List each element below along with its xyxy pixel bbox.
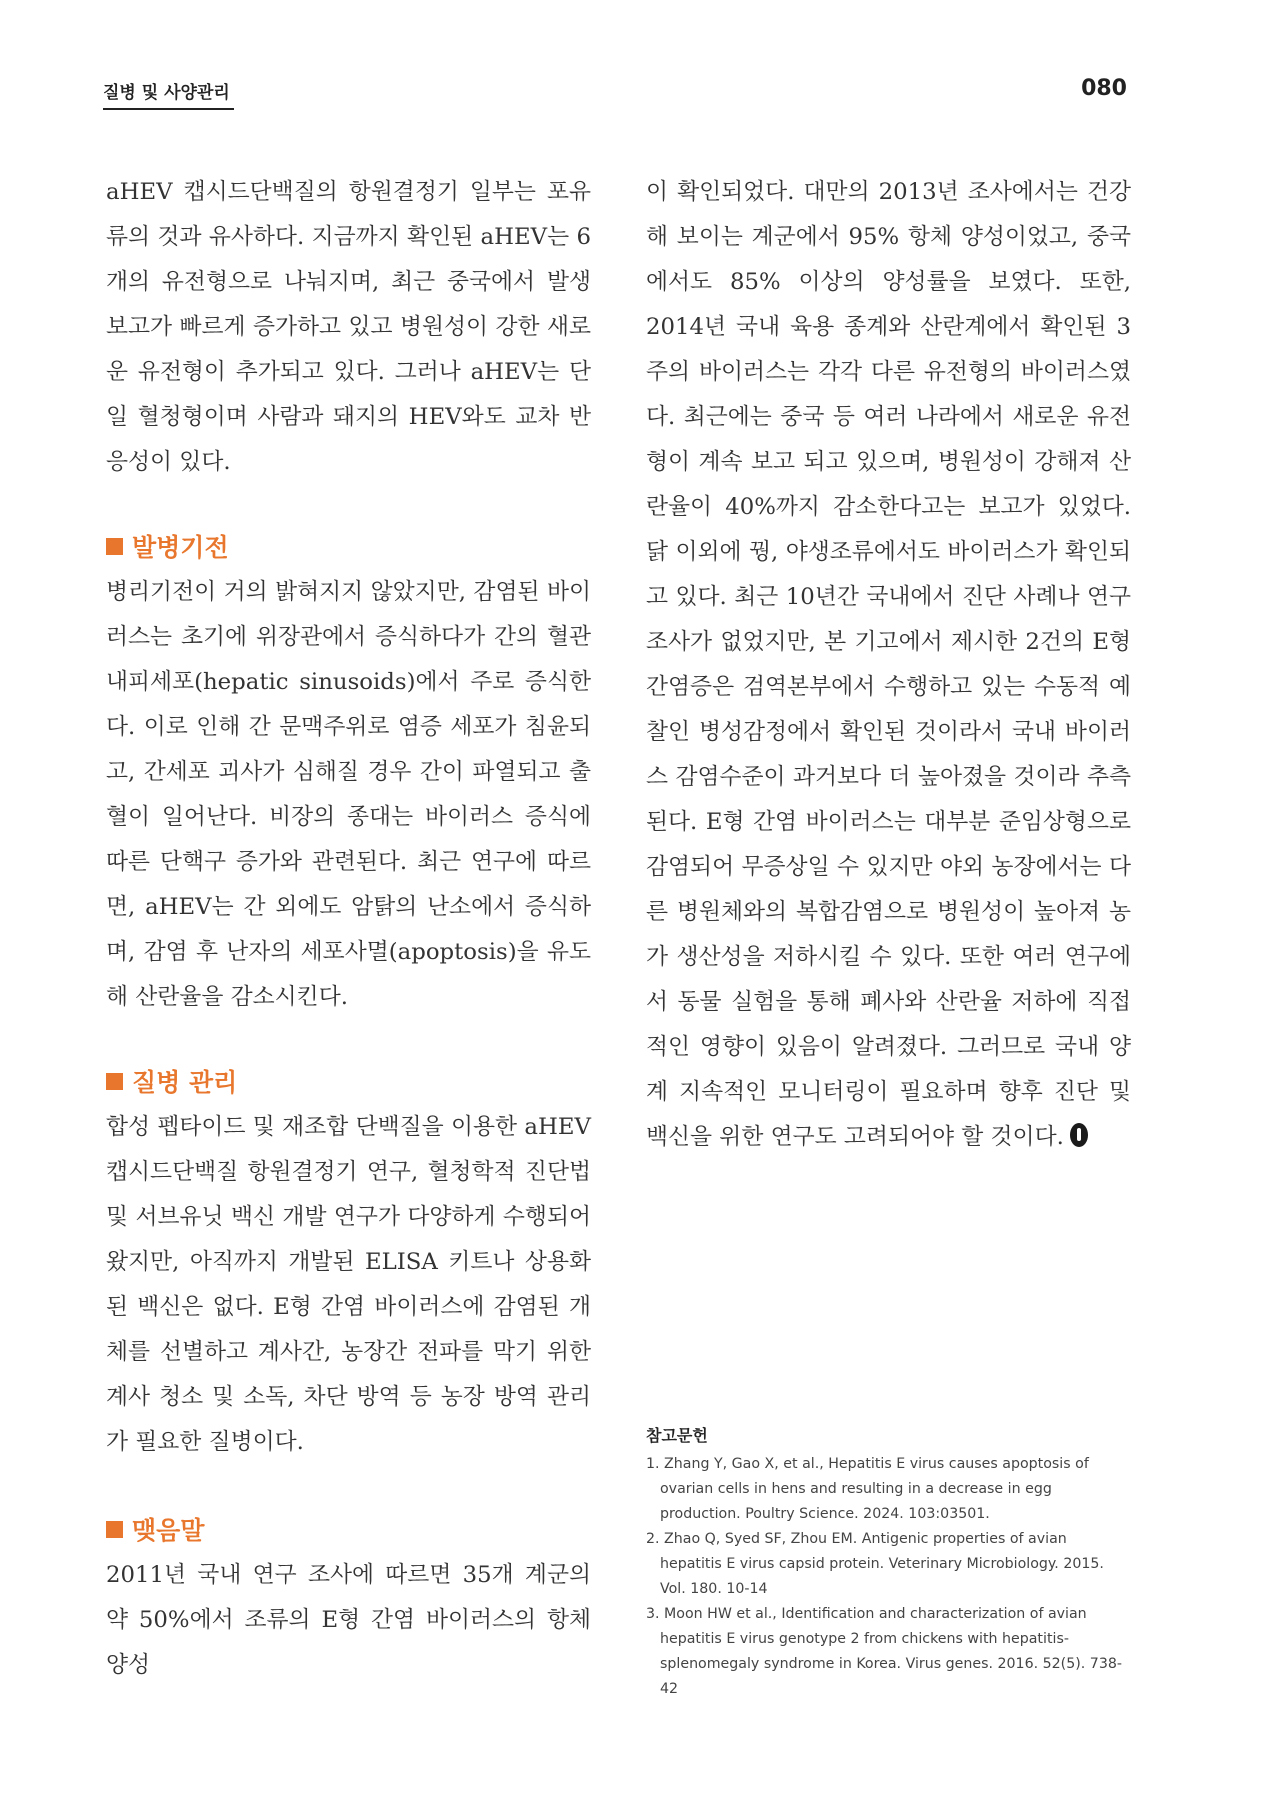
references [646,1423,1131,1702]
page-number: 080 [1081,76,1127,101]
reference-item: 3. Moon HW et al., Identification and characterization of avian hepatitis E virus genotype 2 from chickens with hepatitis-splenomegaly syndrome in Korea. Virus genes. 2016. 52(5). 738-42 [646,1606,1122,1697]
end-mark-icon [1070,1123,1088,1147]
heading-text: 맺음말 [132,1516,205,1545]
left-column [106,170,591,1688]
section-category: 질병 및 사양관리 [103,83,230,103]
heading-pathogenesis [106,525,591,570]
reference-item: 2. Zhao Q, Syed SF, Zhou EM. Antigenic properties of avian hepatitis E virus capsid protein. Veterinary Microbiology. 2015. Vol. 180. 10-14 [646,1531,1104,1597]
conclusion-continued-text: 이 확인되었다. 대만의 2013년 조사에서는 건강해 보이는 계군에서 95% 항체 양성이었고, 중국에서도 85% 이상의 양성률을 보였다. 또한, 2014년 국내 육용 종계와 산란계에서 확인된 3주의 바이러스는 각각 다른 유전형의 바이러스였다. 최근에는 중국 등 여러 나라에서 새로운 유전형이 계속 보고 되고 있으며, 병원성이 강해져 산란율이 40%까지 감소한다고는 보고가 있었다. 닭 이외에 꿩, 야생조류에서도 바이러스가 확인되고 있다. 최근 10년간 국내에서 진단 사례나 연구 조사가 없었지만, 본 기고에서 제시한 2건의 E형 간염증은 검역본부에서 수행하고 있는 수동적 예찰인 병성감정에서 확인된 것이라서 국내 바이러스 감염수준이 과거보다 더 높아졌을 것이라 추측된다. E형 간염 바이러스는 대부분 준임상형으로 감염되어 무증상일 수 있지만 야외 농장에서는 다른 병원체와의 복합감염으로 병원성이 높아져 농가 생산성을 저하시킬 수 있다. 또한 여러 연구에서 동물 실험을 통해 폐사와 산란율 저하에 직접적인 영향이 있음이 알려졌다. 그러므로 국내 양계 지속적인 모니터링이 필요하며 향후 진단 및 백신을 위한 연구도 고려되어야 할 것이다. [646,179,1131,1150]
reference-item: 1. Zhang Y, Gao X, et al., Hepatitis E virus causes apoptosis of ovarian cells in hens and resulting in a decrease in egg production. Poultry Science. 2024. 103:03501. [646,1456,1089,1522]
bullet-square-icon [106,538,123,555]
management-paragraph: 합성 펩타이드 및 재조합 단백질을 이용한 aHEV 캡시드단백질 항원결정기 연구, 혈청학적 진단법 및 서브유닛 백신 개발 연구가 다양하게 수행되어 왔지만, 아직까지 개발된 ELISA 키트나 상용화된 백신은 없다. E형 간염 바이러스에 감염된 개체를 선별하고 계사간, 농장간 전파를 막기 위한 계사 청소 및 소독, 차단 방역 등 농장 방역 관리가 필요한 질병이다. [106,1114,591,1455]
intro-paragraph: aHEV 캡시드단백질의 항원결정기 일부는 포유류의 것과 유사하다. 지금까지 확인된 aHEV는 6개의 유전형으로 나눠지며, 최근 중국에서 발생 보고가 빠르게 증가하고 있고 병원성이 강한 새로운 유전형이 추가되고 있다. 그러나 aHEV는 단일 혈청형이며 사람과 돼지의 HEV와도 교차 반응성이 있다. [106,179,591,475]
heading-text: 질병 관리 [132,1068,238,1097]
heading-disease-management [106,1060,591,1105]
right-column [646,170,1131,1160]
heading-conclusion [106,1508,591,1553]
bullet-square-icon [106,1073,123,1090]
conclusion-continued-paragraph [646,170,1131,1160]
header-underline [103,108,234,110]
heading-text: 발병기전 [132,533,229,562]
pathogenesis-paragraph: 병리기전이 거의 밝혀지지 않았지만, 감염된 바이러스는 초기에 위장관에서 증식하다가 간의 혈관 내피세포(hepatic sinusoids)에서 주로 증식한다. 이로 인해 간 문맥주위로 염증 세포가 침윤되고, 간세포 괴사가 심해질 경우 간이 파열되고 출혈이 일어난다. 비장의 종대는 바이러스 증식에 따른 단핵구 증가와 관련된다. 최근 연구에 따르면, aHEV는 간 외에도 암탉의 난소에서 증식하며, 감염 후 난자의 세포사멸(apoptosis)을 유도해 산란율을 감소시킨다. [106,579,591,1010]
references-title: 참고문헌 [646,1426,708,1445]
conclusion-paragraph: 2011년 국내 연구 조사에 따르면 35개 계군의 약 50%에서 조류의 E형 간염 바이러스의 항체 양성 [106,1562,591,1678]
bullet-square-icon [106,1521,123,1538]
